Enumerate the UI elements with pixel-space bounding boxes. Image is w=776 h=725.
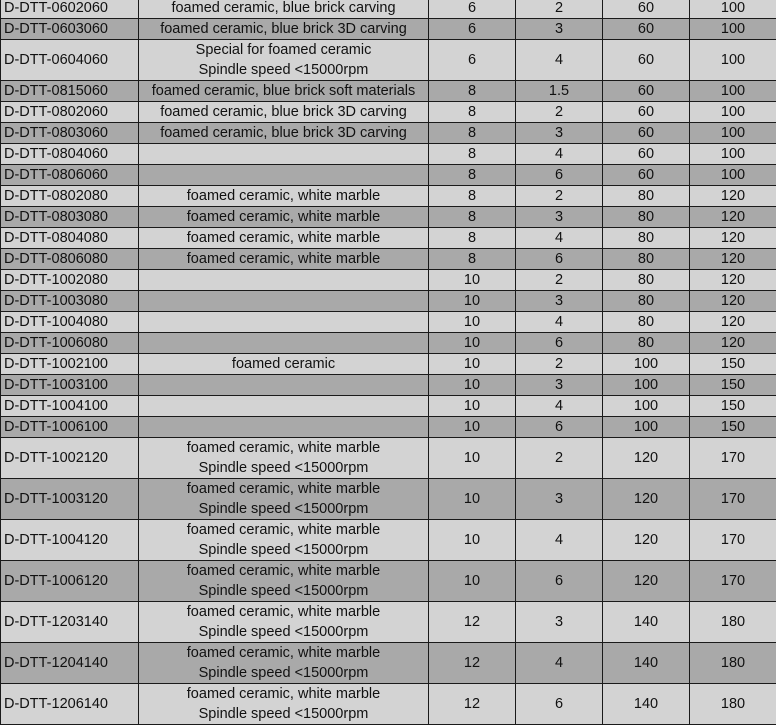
column-3-cell: 10: [429, 333, 516, 354]
column-4-cell: 4: [516, 312, 603, 333]
column-6-cell: 100: [690, 81, 776, 102]
table-row: [1, 123, 776, 144]
column-5-cell: 100: [603, 396, 690, 417]
column-6-cell: 100: [690, 0, 776, 19]
column-5-cell: 80: [603, 249, 690, 270]
column-5-cell: 60: [603, 165, 690, 186]
column-5-cell: 80: [603, 312, 690, 333]
column-5-cell: 60: [603, 0, 690, 19]
column-4-cell: 4: [516, 396, 603, 417]
model-cell: D-DTT-1003100: [1, 375, 139, 396]
column-6-cell: 170: [690, 561, 776, 602]
application-cell: [139, 249, 429, 270]
table-row: [1, 186, 776, 207]
application-line: foamed ceramic, white marble: [139, 249, 428, 269]
column-5-cell: 60: [603, 102, 690, 123]
column-3-cell: 10: [429, 312, 516, 333]
column-6-cell: 150: [690, 375, 776, 396]
application-line: Spindle speed <15000rpm: [139, 581, 428, 601]
table-row: [1, 144, 776, 165]
column-4-cell: 2: [516, 354, 603, 375]
application-cell: [139, 438, 429, 479]
column-5-cell: 120: [603, 520, 690, 561]
application-line: Spindle speed <15000rpm: [139, 704, 428, 724]
column-3-cell: 12: [429, 643, 516, 684]
model-cell: D-DTT-1002120: [1, 438, 139, 479]
column-4-cell: 4: [516, 40, 603, 81]
column-6-cell: 150: [690, 354, 776, 375]
column-3-cell: 10: [429, 417, 516, 438]
application-line: foamed ceramic, white marble: [139, 228, 428, 248]
table-row: [1, 19, 776, 40]
column-4-cell: 4: [516, 144, 603, 165]
application-line: Spindle speed <15000rpm: [139, 622, 428, 642]
model-cell: D-DTT-1004080: [1, 312, 139, 333]
application-cell: [139, 312, 429, 333]
table-row: [1, 375, 776, 396]
model-cell: D-DTT-0802080: [1, 186, 139, 207]
column-5-cell: 60: [603, 19, 690, 40]
column-5-cell: 80: [603, 291, 690, 312]
application-line: foamed ceramic, white marble: [139, 186, 428, 206]
application-line: foamed ceramic, white marble: [139, 520, 428, 540]
column-3-cell: 8: [429, 186, 516, 207]
column-5-cell: 60: [603, 40, 690, 81]
column-3-cell: 10: [429, 438, 516, 479]
application-cell: [139, 561, 429, 602]
application-cell: [139, 520, 429, 561]
model-cell: D-DTT-0803080: [1, 207, 139, 228]
column-6-cell: 100: [690, 40, 776, 81]
application-cell: [139, 333, 429, 354]
column-4-cell: 1.5: [516, 81, 603, 102]
application-cell: [139, 102, 429, 123]
column-4-cell: 2: [516, 270, 603, 291]
table-row: [1, 0, 776, 19]
table-row: [1, 333, 776, 354]
application-cell: [139, 81, 429, 102]
column-5-cell: 80: [603, 270, 690, 291]
model-cell: D-DTT-1204140: [1, 643, 139, 684]
application-cell: [139, 186, 429, 207]
column-5-cell: 60: [603, 144, 690, 165]
table-row: [1, 291, 776, 312]
model-cell: D-DTT-0602060: [1, 0, 139, 19]
application-cell: [139, 354, 429, 375]
application-cell: [139, 396, 429, 417]
application-cell: [139, 0, 429, 19]
table-row: [1, 165, 776, 186]
column-5-cell: 80: [603, 333, 690, 354]
column-3-cell: 8: [429, 81, 516, 102]
column-6-cell: 120: [690, 312, 776, 333]
application-cell: [139, 375, 429, 396]
column-4-cell: 6: [516, 417, 603, 438]
column-6-cell: 170: [690, 479, 776, 520]
application-line: Spindle speed <15000rpm: [139, 458, 428, 478]
column-4-cell: 3: [516, 291, 603, 312]
column-3-cell: 6: [429, 19, 516, 40]
table-row: [1, 479, 776, 520]
model-cell: D-DTT-0804060: [1, 144, 139, 165]
column-5-cell: 140: [603, 643, 690, 684]
model-cell: D-DTT-1006100: [1, 417, 139, 438]
column-4-cell: 3: [516, 123, 603, 144]
column-4-cell: 6: [516, 165, 603, 186]
column-6-cell: 120: [690, 207, 776, 228]
application-cell: [139, 417, 429, 438]
column-4-cell: 2: [516, 102, 603, 123]
column-3-cell: 8: [429, 123, 516, 144]
application-line: Spindle speed <15000rpm: [139, 540, 428, 560]
application-line: foamed ceramic, white marble: [139, 438, 428, 458]
column-6-cell: 120: [690, 291, 776, 312]
column-3-cell: 8: [429, 207, 516, 228]
column-5-cell: 140: [603, 684, 690, 725]
column-3-cell: 10: [429, 354, 516, 375]
table-row: [1, 102, 776, 123]
column-5-cell: 100: [603, 354, 690, 375]
table-row: [1, 684, 776, 725]
model-cell: D-DTT-1003080: [1, 291, 139, 312]
table-row: [1, 561, 776, 602]
application-line: foamed ceramic, white marble: [139, 561, 428, 581]
application-line: Special for foamed ceramic: [139, 40, 428, 60]
column-6-cell: 100: [690, 102, 776, 123]
application-line: Spindle speed <15000rpm: [139, 663, 428, 683]
column-3-cell: 10: [429, 270, 516, 291]
column-4-cell: 6: [516, 561, 603, 602]
column-3-cell: 8: [429, 249, 516, 270]
column-4-cell: 4: [516, 520, 603, 561]
table-row: [1, 602, 776, 643]
application-line: foamed ceramic, white marble: [139, 479, 428, 499]
column-4-cell: 3: [516, 207, 603, 228]
column-3-cell: 10: [429, 291, 516, 312]
table-row: [1, 249, 776, 270]
model-cell: D-DTT-1004120: [1, 520, 139, 561]
column-4-cell: 4: [516, 643, 603, 684]
table-row: [1, 270, 776, 291]
column-4-cell: 4: [516, 228, 603, 249]
table-row: [1, 40, 776, 81]
column-4-cell: 6: [516, 249, 603, 270]
model-cell: D-DTT-1006080: [1, 333, 139, 354]
column-5-cell: 80: [603, 228, 690, 249]
application-line: foamed ceramic, blue brick 3D carving: [139, 19, 428, 39]
model-cell: D-DTT-1206140: [1, 684, 139, 725]
column-6-cell: 120: [690, 270, 776, 291]
column-3-cell: 8: [429, 102, 516, 123]
column-6-cell: 150: [690, 417, 776, 438]
column-6-cell: 170: [690, 438, 776, 479]
application-cell: [139, 19, 429, 40]
table-row: [1, 354, 776, 375]
column-3-cell: 8: [429, 165, 516, 186]
model-cell: D-DTT-0803060: [1, 123, 139, 144]
column-4-cell: 3: [516, 375, 603, 396]
column-6-cell: 120: [690, 333, 776, 354]
table-row: [1, 81, 776, 102]
spec-table-body: [1, 0, 776, 725]
application-line: foamed ceramic, white marble: [139, 684, 428, 704]
column-4-cell: 2: [516, 438, 603, 479]
application-line: foamed ceramic: [139, 354, 428, 374]
application-cell: [139, 165, 429, 186]
application-line: foamed ceramic, white marble: [139, 643, 428, 663]
model-cell: D-DTT-1004100: [1, 396, 139, 417]
model-cell: D-DTT-1002100: [1, 354, 139, 375]
column-4-cell: 3: [516, 602, 603, 643]
application-line: Spindle speed <15000rpm: [139, 60, 428, 80]
column-3-cell: 10: [429, 479, 516, 520]
column-5-cell: 60: [603, 81, 690, 102]
column-3-cell: 6: [429, 0, 516, 19]
application-cell: [139, 144, 429, 165]
application-cell: [139, 270, 429, 291]
application-cell: [139, 228, 429, 249]
table-row: [1, 228, 776, 249]
column-6-cell: 100: [690, 19, 776, 40]
application-line: Spindle speed <15000rpm: [139, 499, 428, 519]
table-row: [1, 643, 776, 684]
table-row: [1, 520, 776, 561]
model-cell: D-DTT-0802060: [1, 102, 139, 123]
column-3-cell: 12: [429, 602, 516, 643]
application-cell: [139, 207, 429, 228]
column-6-cell: 100: [690, 165, 776, 186]
application-cell: [139, 40, 429, 81]
column-3-cell: 10: [429, 396, 516, 417]
model-cell: D-DTT-0815060: [1, 81, 139, 102]
column-6-cell: 170: [690, 520, 776, 561]
column-3-cell: 12: [429, 684, 516, 725]
application-line: foamed ceramic, white marble: [139, 602, 428, 622]
model-cell: D-DTT-1006120: [1, 561, 139, 602]
application-cell: [139, 684, 429, 725]
table-row: [1, 438, 776, 479]
column-6-cell: 180: [690, 684, 776, 725]
column-5-cell: 140: [603, 602, 690, 643]
application-line: foamed ceramic, white marble: [139, 207, 428, 227]
application-cell: [139, 123, 429, 144]
model-cell: D-DTT-0806060: [1, 165, 139, 186]
column-4-cell: 3: [516, 19, 603, 40]
column-3-cell: 6: [429, 40, 516, 81]
model-cell: D-DTT-0804080: [1, 228, 139, 249]
column-3-cell: 8: [429, 228, 516, 249]
model-cell: D-DTT-1003120: [1, 479, 139, 520]
column-5-cell: 120: [603, 438, 690, 479]
model-cell: D-DTT-1203140: [1, 602, 139, 643]
column-3-cell: 10: [429, 375, 516, 396]
column-6-cell: 120: [690, 249, 776, 270]
column-6-cell: 180: [690, 602, 776, 643]
model-cell: D-DTT-0806080: [1, 249, 139, 270]
column-4-cell: 3: [516, 479, 603, 520]
application-cell: [139, 602, 429, 643]
column-5-cell: 100: [603, 417, 690, 438]
column-6-cell: 120: [690, 228, 776, 249]
column-4-cell: 6: [516, 684, 603, 725]
table-row: [1, 207, 776, 228]
application-cell: [139, 643, 429, 684]
model-cell: D-DTT-0603060: [1, 19, 139, 40]
application-line: foamed ceramic, blue brick soft materials: [139, 81, 428, 101]
column-5-cell: 60: [603, 123, 690, 144]
model-cell: D-DTT-1002080: [1, 270, 139, 291]
column-5-cell: 120: [603, 561, 690, 602]
column-3-cell: 8: [429, 144, 516, 165]
column-4-cell: 6: [516, 333, 603, 354]
application-line: foamed ceramic, blue brick 3D carving: [139, 102, 428, 122]
column-5-cell: 120: [603, 479, 690, 520]
column-6-cell: 100: [690, 123, 776, 144]
column-5-cell: 80: [603, 207, 690, 228]
application-cell: [139, 291, 429, 312]
column-3-cell: 10: [429, 561, 516, 602]
table-row: [1, 312, 776, 333]
application-cell: [139, 479, 429, 520]
column-6-cell: 100: [690, 144, 776, 165]
column-6-cell: 180: [690, 643, 776, 684]
column-4-cell: 2: [516, 186, 603, 207]
table-row: [1, 417, 776, 438]
application-line: foamed ceramic, blue brick 3D carving: [139, 123, 428, 143]
column-6-cell: 150: [690, 396, 776, 417]
model-cell: D-DTT-0604060: [1, 40, 139, 81]
column-5-cell: 80: [603, 186, 690, 207]
column-4-cell: 2: [516, 0, 603, 19]
column-6-cell: 120: [690, 186, 776, 207]
application-line: foamed ceramic, blue brick carving: [139, 0, 428, 18]
table-row: [1, 396, 776, 417]
column-3-cell: 10: [429, 520, 516, 561]
column-5-cell: 100: [603, 375, 690, 396]
